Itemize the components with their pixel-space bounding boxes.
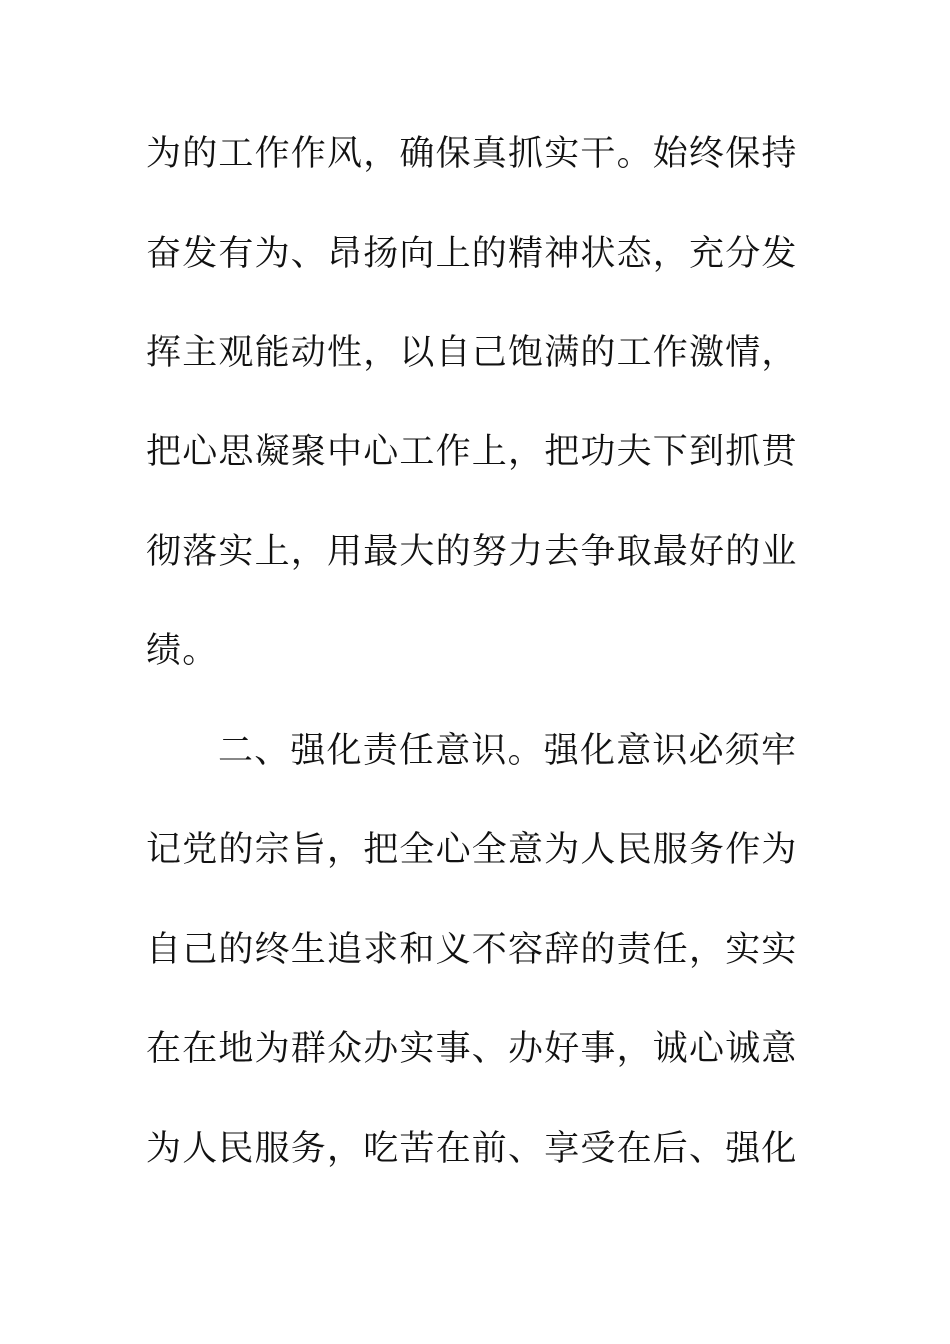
paragraph-line: 绩。 <box>146 631 219 671</box>
paragraph-line: 彻落实上，用最大的努力去争取最好的业 <box>146 532 798 572</box>
paragraph-line: 挥主观能动性，以自己饱满的工作激情， <box>146 333 798 373</box>
paragraph-line: 把心思凝聚中心工作上，把功夫下到抓贯 <box>146 432 798 472</box>
paragraph-line: 自己的终生追求和义不容辞的责任，实实 <box>146 930 798 970</box>
paragraph-line: 记党的宗旨，把全心全意为人民服务作为 <box>146 830 798 870</box>
paragraph-line: 在在地为群众办实事、办好事，诚心诚意 <box>146 1029 798 1069</box>
section-heading-line: 二、强化责任意识。强化意识必须牢 <box>218 731 798 771</box>
paragraph-line: 为的工作作风，确保真抓实干。始终保持 <box>146 134 798 174</box>
paragraph-line: 为人民服务，吃苦在前、享受在后、强化 <box>146 1129 798 1169</box>
paragraph-line: 奋发有为、昂扬向上的精神状态，充分发 <box>146 234 798 274</box>
